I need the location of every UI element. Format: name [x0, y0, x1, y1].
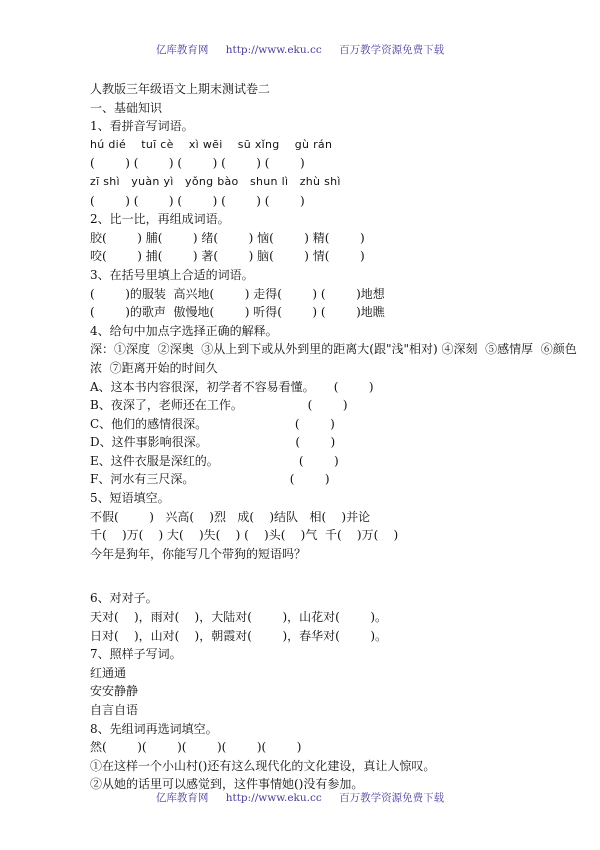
document-body	[90, 80, 577, 794]
doc-line: zī shì yuàn yì yǒng bào shun lì zhù shì	[90, 174, 341, 188]
doc-line: 4、给句中加点字选择正确的解释。	[90, 323, 278, 338]
doc-line: 7、照样子写词。	[90, 647, 182, 662]
doc-line: 8、先组词再选词填空。	[90, 721, 218, 736]
doc-line: 不假( ) 兴高( )烈 成( )结队 相( )并论	[90, 509, 371, 524]
doc-line: 2、比一比，再组成词语。	[90, 212, 230, 227]
doc-line: A、这本书内容很深，初学者不容易看懂。 ( )	[90, 379, 374, 394]
footer-slogan: 百万教学资源免费下载	[339, 792, 445, 804]
doc-line: ( )的服装 高兴地( ) 走得( ) ( )地想	[90, 286, 385, 301]
header-site-link[interactable]: 亿库教育网	[155, 44, 209, 56]
doc-line: 安安静静	[90, 684, 139, 699]
doc-line: C、他们的感情很深。 ( )	[90, 416, 335, 431]
doc-line: 3、在括号里填上合适的词语。	[90, 267, 254, 282]
doc-line: ②从她的话里可以感觉到，这件事情她()没有参加。	[90, 777, 364, 792]
footer-site-link[interactable]: 亿库教育网	[155, 792, 209, 804]
doc-line: 深：①深度 ②深奥 ③从上到下或从外到里的距离大(跟"浅"相对) ④深刻 ⑤感情厚 ⑥颜色	[90, 342, 577, 357]
doc-line: 一、基础知识	[90, 100, 163, 115]
doc-line: B、夜深了，老师还在工作。 ( )	[90, 398, 348, 413]
doc-line: 1、看拼音写词语。	[90, 119, 194, 134]
doc-line: 5、短语填空。	[90, 491, 170, 506]
doc-line: 日对( )，山对( )，朝霞对( )，春华对( )。	[90, 628, 388, 643]
doc-line: 今年是狗年，你能写几个带狗的短语吗？	[90, 546, 307, 561]
doc-line: 6、对对子。	[90, 591, 158, 606]
exam-section-6-8	[90, 589, 540, 794]
doc-line: 然( )( )( )( )( )	[90, 740, 302, 755]
doc-line: ( )的歌声 傲慢地( ) 听得( ) ( )地瞧	[90, 305, 385, 320]
doc-line: ①在这样一个小山村()还有这么现代化的文化建设，真让人惊叹。	[90, 758, 436, 773]
doc-line: 咬( ) 捕( ) 著( ) 脑( ) 情( )	[90, 249, 365, 264]
doc-line: E、这件衣服是深红的。 ( )	[90, 453, 339, 468]
footer-url-link[interactable]: http://www.eku.cc	[225, 792, 322, 804]
header-url-link[interactable]: http://www.eku.cc	[225, 44, 322, 56]
page-header	[0, 42, 600, 57]
page-footer	[0, 790, 600, 805]
header-slogan: 百万教学资源免费下载	[339, 44, 445, 56]
doc-line: 红通通	[90, 665, 127, 680]
doc-line: D、这件事影响很深。 ( )	[90, 435, 336, 450]
doc-line: 自言自语	[90, 703, 139, 717]
blank-space	[90, 563, 540, 589]
doc-line: hú dié tuī cè xì wēi sū xǐng gù rán	[90, 137, 333, 151]
doc-line: 胶( ) 脯( ) 绪( ) 恼( ) 精( )	[90, 230, 365, 245]
doc-line: F、河水有三尺深。 ( )	[90, 472, 330, 487]
doc-line: ( ) ( ) ( ) ( ) ( )	[90, 193, 305, 208]
doc-line: ( ) ( ) ( ) ( ) ( )	[90, 156, 305, 171]
exam-section-1-5	[90, 99, 577, 564]
doc-line: 浓 ⑦距离开始的时间久	[90, 360, 218, 375]
doc-line: 千( )万( ) 大( )失( ) ( )头( )气 千( )万( )	[90, 528, 399, 543]
doc-line: 天对( )，雨对( )，大陆对( )，山花对( )。	[90, 610, 388, 625]
doc-title: 人教版三年级语文上期末测试卷二	[90, 82, 271, 96]
